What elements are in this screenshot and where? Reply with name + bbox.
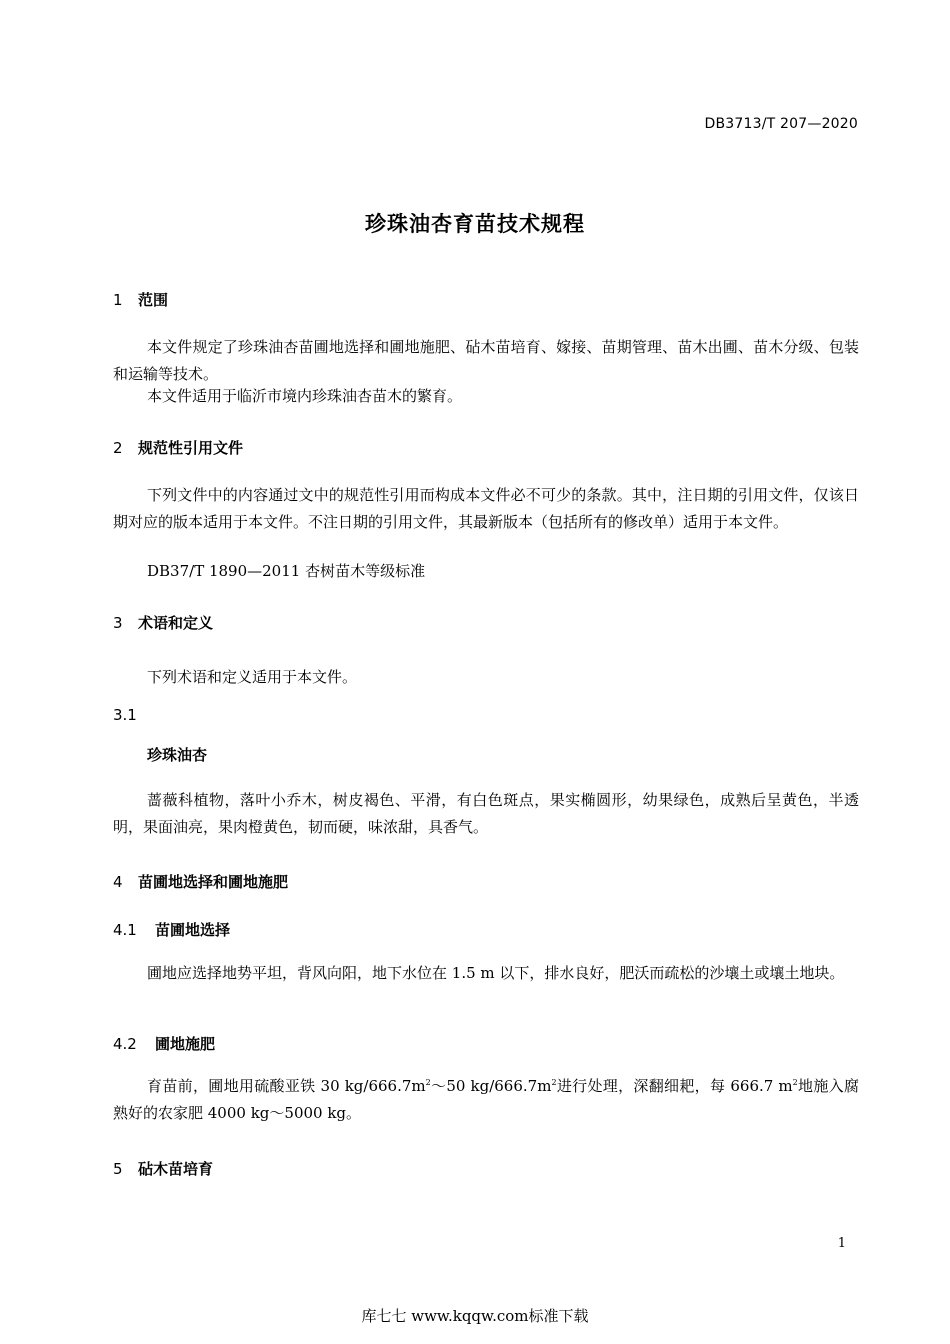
section-title: 圃地施肥	[155, 1035, 216, 1053]
section-1-paragraph-1: 本文件规定了珍珠油杏苗圃地选择和圃地施肥、砧木苗培育、嫁接、苗期管理、苗木出圃、苗木分级、包装和运输等技术。	[113, 338, 859, 383]
section-4-1-heading	[113, 919, 230, 940]
section-1-heading	[113, 289, 168, 310]
superscript: 2	[425, 1078, 431, 1087]
page-number: 1	[837, 1236, 846, 1251]
section-4-2-heading	[113, 1033, 215, 1054]
section-1-paragraph-2: 本文件适用于临沂市境内珍珠油杏苗木的繁育。	[147, 387, 463, 405]
section-number: 5	[113, 1160, 123, 1178]
section-title: 规范性引用文件	[138, 439, 244, 457]
text-run: 育苗前，圃地用硫酸亚铁 30 kg/666.7m	[147, 1077, 426, 1095]
superscript: 2	[792, 1078, 798, 1087]
term-entry-number: 3.1	[113, 706, 137, 724]
section-3-paragraph-1: 下列术语和定义适用于本文件。	[147, 668, 358, 686]
section-number: 3	[113, 614, 123, 632]
section-2-heading	[113, 437, 243, 458]
document-code: DB3713/T 207—2020	[704, 116, 858, 132]
section-4-heading	[113, 871, 288, 892]
section-number: 4	[113, 873, 123, 891]
term-number	[113, 706, 138, 724]
term-name: 珍珠油杏	[147, 746, 208, 764]
section-title: 苗圃地选择	[155, 921, 231, 939]
section-number: 2	[113, 439, 123, 457]
normative-reference: DB37/T 1890—2011 杏树苗木等级标准	[147, 562, 426, 580]
text-run: 进行处理，深翻细耙，每 666.7 m	[556, 1077, 793, 1095]
section-2-paragraph-1: 下列文件中的内容通过文中的规范性引用而构成本文件必不可少的条款。其中，注日期的引用文件，仅该日期对应的版本适用于本文件。不注日期的引用文件，其最新版本（包括所有的修改单）适用于本文件。	[113, 486, 859, 531]
text-run: ～50 kg/666.7m	[430, 1077, 552, 1095]
section-title: 范围	[138, 291, 169, 309]
superscript: 2	[551, 1078, 557, 1087]
section-4-1-paragraph: 圃地应选择地势平坦，背风向阳，地下水位在 1.5 m 以下，排水良好，肥沃而疏松的沙壤土或壤土地块。	[147, 964, 845, 982]
section-number: 4.1	[113, 921, 137, 939]
section-5-heading	[113, 1158, 213, 1179]
section-title: 术语和定义	[138, 614, 214, 632]
section-title: 砧木苗培育	[138, 1160, 214, 1178]
footer-watermark: 库七七 www.kqqw.com标准下载	[361, 1307, 589, 1325]
document-title: 珍珠油杏育苗技术规程	[365, 212, 585, 236]
term-definition: 蔷薇科植物，落叶小乔木，树皮褐色、平滑，有白色斑点，果实椭圆形，幼果绿色，成熟后呈黄色，半透明，果面油亮，果肉橙黄色，韧而硬，味浓甜，具香气。	[113, 791, 859, 836]
section-title: 苗圃地选择和圃地施肥	[138, 873, 289, 891]
section-4-2-paragraph	[113, 1073, 859, 1127]
text-run: 地施入腐熟好的农家肥 4000 kg～5000 kg。	[113, 1077, 859, 1122]
section-number: 4.2	[113, 1035, 137, 1053]
section-3-heading	[113, 612, 213, 633]
section-number: 1	[113, 291, 123, 309]
